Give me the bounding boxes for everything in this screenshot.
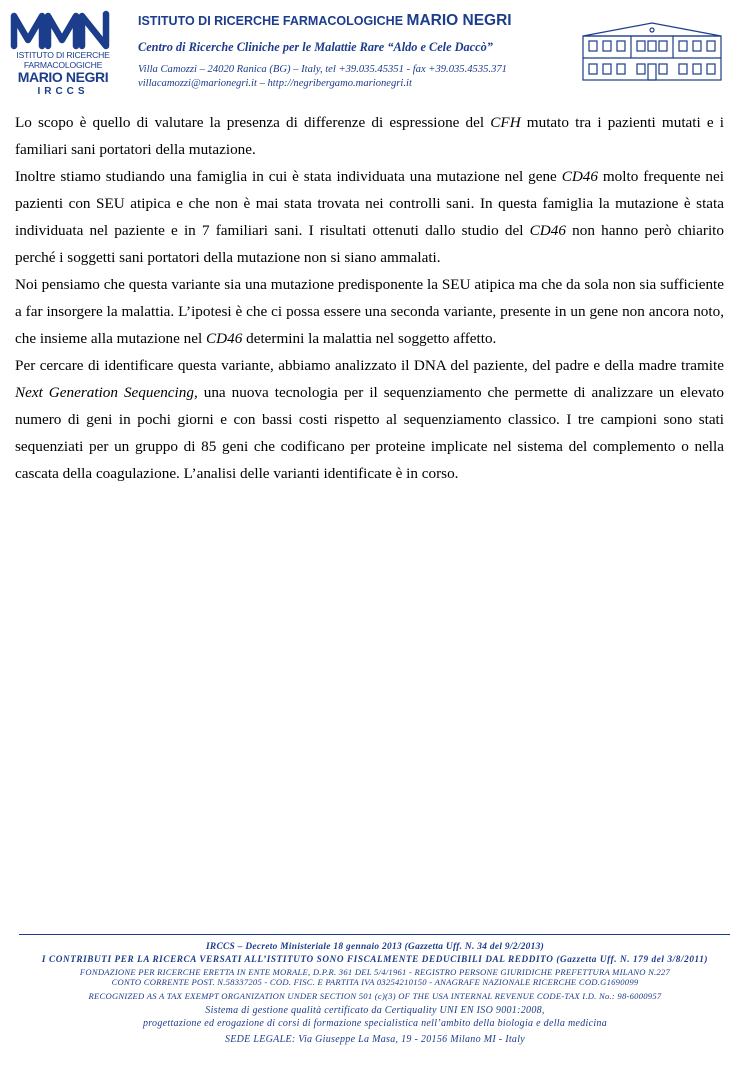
footer-fiscal-codes: CONTO CORRENTE POST. N.58337205 - COD. FISC. E PARTITA IVA 03254210150 - ANAGRAFE NAZIONALE RICERCHE COD.G1690099 <box>111 977 639 987</box>
gene-name-cd46: CD46 <box>206 330 243 347</box>
institute-title <box>138 12 512 30</box>
footer-irccs-decree: IRCCS – Decreto Ministeriale 18 gennaio 2013 (Gazzetta Uff. N. 34 del 9/2/2013) <box>205 942 545 952</box>
footer-registered-office: SEDE LEGALE: Via Giuseppe La Masa, 19 - 20156 Milano MI - Italy <box>224 1034 526 1045</box>
gene-name-cfh: CFH <box>490 114 521 131</box>
gene-name-cd46: CD46 <box>529 222 566 239</box>
institute-logo <box>8 8 118 98</box>
footer-foundation-registry: FONDAZIONE PER RICERCHE ERETTA IN ENTE MORALE, D.P.R. 361 DEL 5/4/1961 - REGISTRO PERSONE GIURIDICHE PREFETTURA MILANO N.227 <box>79 967 671 977</box>
letterhead-header <box>0 0 750 100</box>
villa-building-icon <box>581 22 723 82</box>
institute-title-prefix: ISTITUTO DI RICERCHE FARMACOLOGICHE <box>138 14 404 28</box>
logo-text-line2: FARMACOLOGICHE <box>23 60 103 70</box>
paragraph-cd46-family: Inoltre stiamo studiando una famiglia in cui è stata individuata una mutazione nel gene CD46 molto frequente nei pazienti con SEU atipica e che non è mai stata trovata nei controlli sani. In questa famiglia la mutazione è stata individuata nel paziente e in 7 familiari sani. I risultati ottenuti dallo studio del CD46 non hanno però chiarito perché i soggetti sani portatori della mutazione non si siano ammalati. <box>15 168 724 266</box>
contact-line: villacamozzi@marionegri.it – http://negribergamo.marionegri.it <box>138 78 412 89</box>
paragraph-ngs-analysis: Per cercare di identificare questa variante, abbiamo analizzato il DNA del paziente, del padre e della madre tramite Next Generation Sequencing, una nuova tecnologia per il sequenziamento che permette di analizzare un elevato numero di geni in pochi giorni e con bassi costi rispetto al sequenziamento classico. I tre campioni sono stati sequenziati per un gruppo di 85 geni che codificano per proteine implicate nel sistema del complemento o nella cascata della coagulazione. L’analisi delle varianti identificate è in corso. <box>15 357 725 482</box>
institute-title-name: MARIO NEGRI <box>406 12 512 29</box>
technology-name-ngs: Next Generation Sequencing <box>15 384 194 401</box>
logo-text-line4: IRCCS <box>37 86 89 97</box>
paragraph-cfh-expression: Lo scopo è quello di valutare la presenza di differenze di espressione del CFH mutato tra i pazienti mutati e i familiari sani portatori della mutazione. <box>15 114 724 158</box>
footer-quality-cert: Sistema di gestione qualità certificato da Certiquality UNI EN ISO 9001:2008, <box>205 1005 545 1016</box>
letter-body <box>15 109 724 487</box>
logo-text-line3: MARIO NEGRI <box>17 69 109 85</box>
address-line: Villa Camozzi – 24020 Ranica (BG) – Italy, tel +39.035.45351 - fax +39.035.4535.371 <box>138 64 507 75</box>
footer-training-scope: progettazione ed erogazione di corsi di formazione specialistica nell’ambito della biologia e della medicina <box>142 1018 608 1029</box>
centre-name: Centro di Ricerche Cliniche per le Malattie Rare “Aldo e Cele Daccò” <box>138 40 493 54</box>
gene-name-cd46: CD46 <box>561 168 598 185</box>
footer-usa-tax-exempt: RECOGNIZED AS A TAX EXEMPT ORGANIZATION UNDER SECTION 501 (c)(3) OF THE USA INTERNAL REVENUE CODE-TAX I.D. No.: 98-6000957 <box>88 991 662 1001</box>
logo-text-line1: ISTITUTO DI RICERCHE <box>16 50 110 60</box>
footer-divider <box>19 934 730 935</box>
footer-tax-deductible: I CONTRIBUTI PER LA RICERCA VERSATI ALL’ISTITUTO SONO FISCALMENTE DEDUCIBILI DAL REDDITO (Gazzetta Uff. N. 179 del 3/8/2011) <box>41 954 709 964</box>
mn-logo-mark-icon <box>8 8 118 50</box>
paragraph-hypothesis: Noi pensiamo che questa variante sia una mutazione predisponente la SEU atipica ma che da sola non sia sufficiente a far insorgere la malattia. L’ipotesi è che ci possa essere una seconda variante, presente in un gene non ancora noto, che insieme alla mutazione nel CD46 determini la malattia nel soggetto affetto. <box>15 276 724 347</box>
